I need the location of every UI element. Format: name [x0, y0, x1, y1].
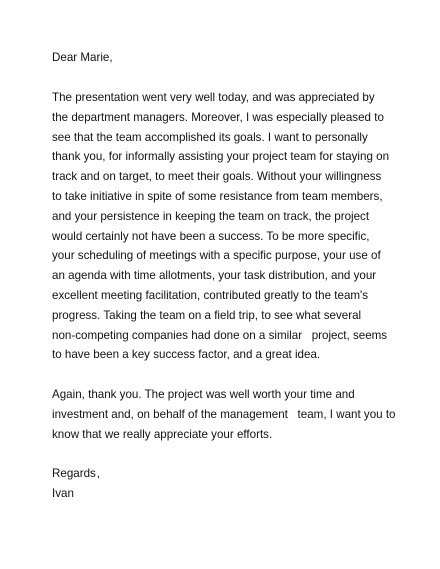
paragraph-line: to have been a key success factor, and a great idea.: [52, 348, 321, 362]
paragraph-line: would certainly not have been a success. To be more specific,: [52, 229, 370, 243]
paragraph-line: know that we really appreciate your efforts.: [52, 427, 273, 441]
closing-line: Regards ,: [52, 467, 101, 480]
letter-greeting: [52, 48, 422, 68]
paragraph-line: see that the team accomplished its goals. I want to personally: [52, 130, 368, 144]
paragraph-line: excellent meeting facilitation, contributed greatly to the team's: [52, 288, 369, 302]
paragraph-line: progress. Taking the team on a field trip, to see what several: [52, 308, 362, 322]
letter-paragraph-2: [52, 385, 422, 444]
paragraph-line: Again, thank you. The project was well worth your time and: [52, 388, 355, 401]
paragraph-line: an agenda with time allotments, your task distribution, and your: [52, 269, 377, 283]
paragraph-line: non-competing companies had done on a similar project, seems: [52, 328, 388, 342]
paragraph-line: The presentation went very well today, and was appreciated by: [52, 91, 375, 104]
letter-paragraph-1: [52, 88, 422, 365]
letter-closing: [52, 464, 422, 504]
paragraph-line: investment and, on behalf of the management team, I want you to: [52, 407, 396, 421]
greeting-line: Dear Marie,: [52, 51, 113, 64]
signature-name: Ivan: [52, 486, 74, 500]
paragraph-line: thank you, for informally assisting your project team for staying on: [52, 150, 390, 164]
paragraph-line: to take initiative in spite of some resistance from team members,: [52, 189, 383, 203]
paragraph-line: your scheduling of meetings with a specific purpose, your use of: [52, 249, 381, 263]
paragraph-line: track and on target, to meet their goals. Without your willingness: [52, 170, 382, 184]
paragraph-line: and your persistence in keeping the team on track, the project: [52, 209, 370, 223]
paragraph-line: the department managers. Moreover, I was especially pleased to: [52, 110, 384, 124]
